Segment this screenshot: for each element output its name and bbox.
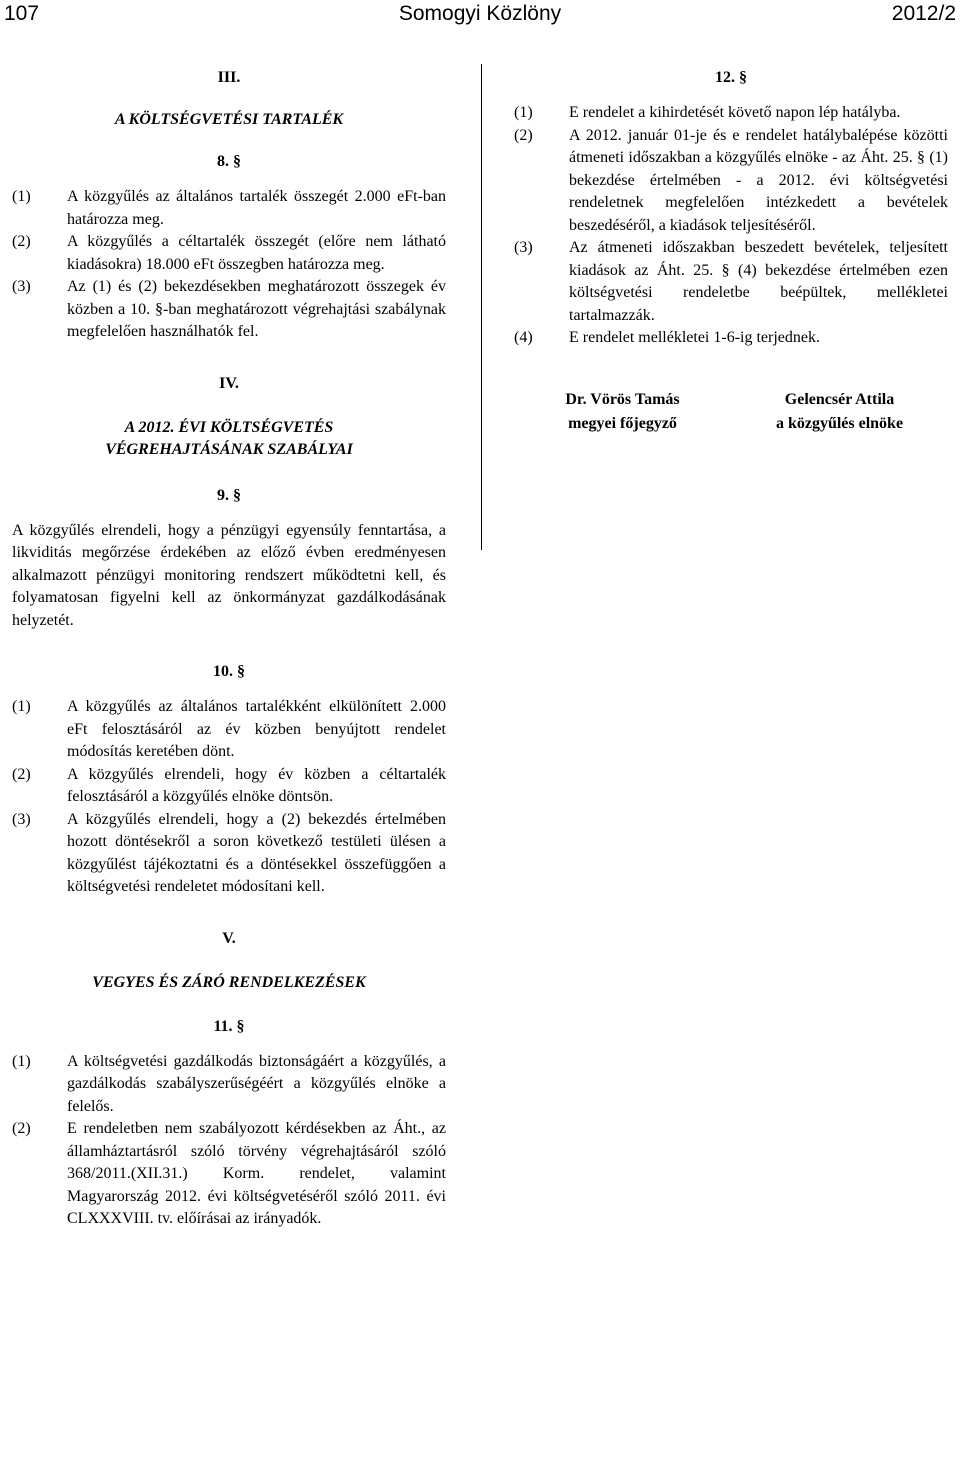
item-text: A közgyűlés az általános tartalék összegét 2.000 eFt-ban határozza meg. [67, 188, 446, 228]
item-text: A 2012. január 01-je és e rendelet hatálybalépése közötti átmeneti időszakban a közgyűlés elnöke - az Áht. 25. § (1) bekezdése értelmében - a 2012. évi költségvetési rendeletnek megfelelően intézkedett a bevételek beszedéséről, a kiadások teljesítéséről. [569, 126, 948, 234]
item-text: A költségvetési gazdálkodás biztonságáért a közgyűlés, a gazdálkodás szabályszerűségéért a közgyűlés elnöke a felelős. [67, 1052, 446, 1115]
journal-title: Somogyi Közlöny [398, 2, 562, 25]
signature-right [731, 388, 948, 436]
item-number: (4) [514, 329, 533, 346]
list-item [514, 102, 948, 125]
signer-role: megyei főjegyző [568, 414, 677, 432]
item-text: E rendeletben nem szabályozott kérdésekben az Áht., az államháztartásról szóló törvény végrehajtásáról szóló 368/2011.(XII.31.) Korm. rendelet, valamint Magyarország 2012. évi költségvetéséről szóló 2011. évi CLXXXVIII. tv. előírásai az irányadók. [67, 1120, 446, 1227]
chapter-3-number: III. [217, 69, 241, 86]
chapter-4-title-line1: A 2012. ÉVI KÖLTSÉGVETÉS [124, 418, 334, 436]
signer-name: Gelencsér Attila [784, 390, 895, 408]
chapter-5-title: VEGYES ÉS ZÁRÓ RENDELKEZÉSEK [92, 973, 366, 991]
list-item [12, 696, 446, 764]
list-item [12, 1118, 446, 1231]
item-text: A közgyűlés a céltartalék összegét (előre nem látható kiadásokra) 18.000 eFt összegben határozza meg. [67, 233, 446, 273]
section-12-items [514, 102, 948, 350]
item-text: A közgyűlés elrendeli, hogy a (2) bekezdés értelmében hozott döntésekről a soron következő testületi ülésen a közgyűlést tájékoztatni és a döntésekkel összefüggően a költségvetési rendeletet módosítani kell. [67, 810, 446, 895]
right-column [514, 64, 948, 436]
list-item [514, 327, 948, 350]
item-text: A közgyűlés az általános tartalékként elkülönített 2.000 eFt felosztásáról az év közben benyújtott rendelet módosítás keretében dönt. [67, 698, 446, 760]
signer-name: Dr. Vörös Tamás [565, 390, 680, 408]
section-9-paragraph: A közgyűlés elrendeli, hogy a pénzügyi egyensúly fenntartása, a likviditás megőrzése érdekében az előző évben eredményesen alkalmazott pénzügyi monitoring rendszert működtetni kell, és folyamatosan figyelni kell az önkormányzat gazdálkodásának helyzetét. [12, 521, 446, 629]
chapter-4-number: IV. [219, 374, 239, 392]
item-number: (1) [12, 698, 31, 715]
column-divider [481, 64, 482, 550]
item-number: (3) [514, 239, 533, 256]
page-number: 107 [4, 2, 40, 25]
chapter-4-title-line2: VÉGREHAJTÁSÁNAK SZABÁLYAI [105, 440, 353, 458]
section-10-items [12, 696, 446, 899]
list-item [514, 237, 948, 327]
section-12-heading: 12. § [715, 69, 747, 86]
list-item [12, 809, 446, 899]
item-number: (3) [12, 810, 31, 828]
item-number: (2) [12, 233, 31, 250]
item-number: (2) [514, 126, 533, 144]
page-header [0, 0, 960, 32]
item-text: Az átmeneti időszakban beszedett bevételek, teljesített kiadások az Áht. 25. § (4) bekezdése értelmében ezen költségvetési rendeletbe beépültek, mellékletei tartalmazzák. [569, 239, 948, 324]
item-text: A közgyűlés elrendeli, hogy év közben a céltartalék felosztásáról a közgyűlés elnöke döntsön. [67, 765, 446, 805]
list-item [12, 764, 446, 809]
section-9-heading: 9. § [217, 486, 241, 504]
list-item [12, 1051, 446, 1119]
item-number: (1) [514, 104, 533, 121]
item-number: (1) [12, 188, 31, 205]
list-item [12, 231, 446, 276]
signature-block [514, 388, 948, 436]
signer-role: a közgyűlés elnöke [775, 414, 904, 432]
item-number: (2) [12, 1120, 31, 1137]
section-11-items [12, 1051, 446, 1231]
item-number: (1) [12, 1052, 31, 1070]
item-number: (3) [12, 278, 31, 295]
item-text: Az (1) és (2) bekezdésekben meghatározott összegek év közben a 10. §-ban meghatározott végrehajtási szabálynak megfelelően használhatók fel. [67, 278, 446, 340]
list-item [12, 276, 446, 344]
signature-left [514, 388, 731, 436]
left-column [12, 64, 446, 1231]
item-text: E rendelet a kihirdetését követő napon lép hatályba. [569, 104, 901, 121]
section-11-heading: 11. § [213, 1017, 245, 1035]
issue-number: 2012/2 [891, 2, 956, 25]
item-number: (2) [12, 765, 31, 783]
section-8-heading: 8. § [217, 153, 241, 170]
item-text: E rendelet mellékletei 1-6-ig terjednek. [569, 329, 820, 346]
list-item [12, 186, 446, 231]
chapter-5-number: V. [222, 929, 236, 947]
section-10-heading: 10. § [213, 663, 245, 680]
section-8-items [12, 186, 446, 344]
chapter-3-title: A KÖLTSÉGVETÉSI TARTALÉK [114, 111, 344, 128]
list-item [514, 125, 948, 238]
